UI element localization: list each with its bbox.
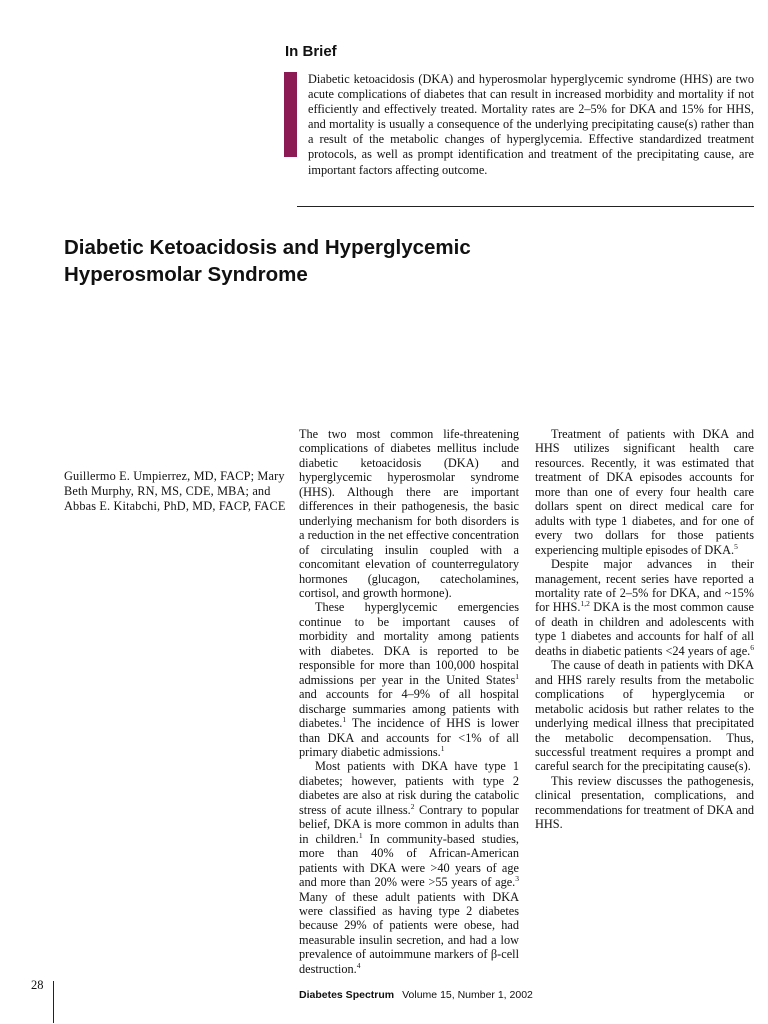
in-brief-heading: In Brief <box>285 43 337 60</box>
body-column-1 <box>299 427 519 976</box>
citation-ref: 1 <box>515 671 519 681</box>
in-brief-summary: Diabetic ketoacidosis (DKA) and hyperosmolar hyperglycemic syndrome (HHS) are two acute complications of diabetes that can result in increased morbidity and mortality if not efficiently and effectively treated. Mortality rates are 2–5% for DKA and 15% for HHS, and mortality is usually a consequence of the underlying precipitating cause(s) rather than a result of the metabolic changes of hyperglycemia. Effective standardized treatment protocols, as well as prompt identification and treatment of the precipitating cause, are important factors affecting outcome. <box>308 72 754 177</box>
body-paragraph-3: Most patients with DKA have type 1 diabetes; however, patients with type 2 diabetes are also at risk during the catabolic stress of acute illness.$^2$ Contrary to popular belief, DKA is more common in adults than in children.$^1$ In community-based studies, more than 40% of African-American patients with DKA were >40 years of age and more than 20% were >55 years of age.$^3$ Many of these adult patients with DKA were classified as having type 2 diabetes because 29% of patients were obese, had measurable insulin secretion, and had a low prevalence of autoimmune markers of β-cell destruction.$^4$ <box>299 759 520 976</box>
citation-ref: 1 <box>358 830 363 840</box>
author-list: Guillermo E. Umpierrez, MD, FACP; Mary Beth Murphy, RN, MS, CDE, MBA; and Abbas E. Kitabchi, PhD, MD, FACP, FACE <box>64 469 286 514</box>
body-paragraph-7: This review discusses the pathogenesis, clinical presentation, complications, and recommendations for treatment of DKA and HHS. <box>535 773 754 832</box>
citation-ref: 3 <box>515 873 519 883</box>
citation-ref: 1 <box>440 743 445 753</box>
citation-ref: 5 <box>734 541 738 551</box>
citation-ref: 6 <box>750 642 754 652</box>
article-title-line-2: Hyperosmolar Syndrome <box>64 263 308 286</box>
running-footer <box>299 989 533 1001</box>
body-paragraph-1: The two most common life-threatening complications of diabetes mellitus include diabetic ketoacidosis (DKA) and hyperglycemic hyperosmolar syndrome (HHS). Although there are important differences in their pathogenesis, the basic underlying mechanism for both disorders is a reduction in the net effective concentration of circulating insulin coupled with a concomitant elevation of counterregulatory hormones (glucagon, catecholamines, cortisol, and growth hormone). <box>299 427 519 600</box>
page-number: 28 <box>31 978 44 992</box>
body-paragraph-5: Despite major advances in their management, recent series have reported a mortality rate of 2–5% for DKA, and ~15% for HHS.$^{1,2}$ DKA is the most common cause of death in children and adolescents with type 1 diabetes and accounts for half of all deaths in diabetic patients <24 years of age.$^6$ <box>535 557 754 658</box>
in-brief-divider <box>297 206 754 207</box>
citation-ref: 4 <box>356 960 361 970</box>
body-paragraph-2: These hyperglycemic emergencies continue to be important causes of morbidity and mortality among patients with diabetes. DKA is reported to be responsible for more than 100,000 hospital admissions per year in the United States$^1$ and accounts for 4–9% of all hospital discharge summaries among patients with diabetes.$^1$ The incidence of HHS is lower than DKA and accounts for <1% of all primary diabetic admissions.$^1$ <box>299 600 519 759</box>
citation-ref: 1 <box>342 714 347 724</box>
article-title-line-1: Diabetic Ketoacidosis and Hyperglycemic <box>64 236 471 259</box>
journal-name: Diabetes Spectrum <box>299 989 395 1001</box>
body-paragraph-6: The cause of death in patients with DKA and HHS rarely results from the metabolic complications of hyperglycemia or metabolic acidosis but rather relates to the underlying medical illness that precipitated the metabolic decompensation. Thus, successful treatment requires a prompt and careful search for the precipitating cause(s). <box>535 658 754 774</box>
citation-ref: 1,2 <box>580 599 590 609</box>
body-paragraph-4: Treatment of patients with DKA and HHS utilizes significant health care resources. Recently, it was estimated that treatment of DKA episodes accounts for more than one of every four health care dollars spent on direct medical care for adults with type 1 diabetes, and for one of every two dollars for those patients experiencing multiple episodes of DKA.$^5$ <box>535 427 754 557</box>
article-title <box>64 234 584 288</box>
journal-volume: Volume 15, Number 1, 2002 <box>402 989 533 1001</box>
body-column-2 <box>535 427 754 832</box>
footer-rule <box>53 981 54 1023</box>
in-brief-accent-bar <box>284 72 297 157</box>
citation-ref: 2 <box>410 801 415 811</box>
